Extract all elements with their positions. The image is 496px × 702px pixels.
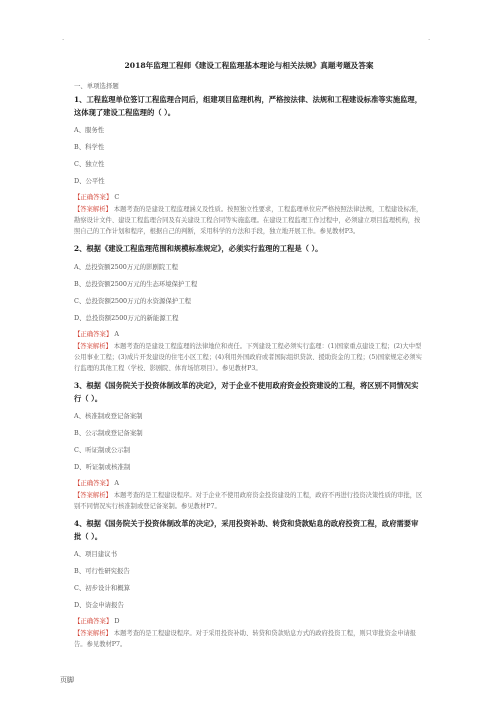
document-title: 2018年监理工程师《建设工程监理基本理论与相关法规》真题考题及答案 xyxy=(124,61,374,70)
analysis-text: 本题考查的是建设工程监理涵义及性质。按照独立性要求，工程监理单位应严格按照法律法规，工程建设标准，勘察设计文件、建设工程监理合同及有关建设工程合同等实施监理。在建设工程监理工作过程中，必须建立项目监理机构，按照自己的工作计划和程序，根据自己的判断，采用科学的方法和手段，独立地开展工作。参见教材P3。 xyxy=(74,206,423,236)
analysis-line xyxy=(74,490,424,512)
question-stem: 3、根据《国务院关于投资体制改革的决定》，对于企业不使用政府资金投资建设的工程，将区别不同情况实行（ ）。 xyxy=(74,381,419,403)
option-a: A、总投资额2500万元的影剧院工程 xyxy=(74,262,178,271)
header-mark-right: . xyxy=(428,34,431,42)
question-stem: 2、根据《建设工程监理范围和规模标准规定》，必须实行监理的工程是（ ）。 xyxy=(74,244,323,254)
option-a: A、服务性 xyxy=(74,126,105,134)
answer-line xyxy=(74,193,424,202)
option-c: C、独立性 xyxy=(74,160,105,168)
analysis-text: 本题考查的是工程建设程序。对于采用投资补助、转贷和贷款贴息方式的政府投资工程，则只审批资金申请报告。参见教材P7。 xyxy=(74,630,417,649)
section-heading: 一、单项选择题 xyxy=(74,82,119,90)
option-d: D、总投资额2500万元的新能源工程 xyxy=(74,313,179,322)
question-block xyxy=(74,94,424,237)
answer-value: A xyxy=(114,479,120,488)
analysis-tag: 【答案解析】 xyxy=(74,206,112,213)
option-c: C、总投资额2500万元的水资源保护工程 xyxy=(74,296,192,305)
answer-value: D xyxy=(114,617,120,626)
analysis-tag: 【答案解析】 xyxy=(74,630,112,638)
header-mark-left: . xyxy=(62,34,65,42)
option-b: B、公示制或登记备案制 xyxy=(74,429,143,438)
question-stem: 4、根据《国务院关于投资体制改革的决定》，采用投资补助、转贷和贷款贴息的政府投资工程，政府需要审批（ ）。 xyxy=(74,519,419,541)
analysis-text: 本题考查的是工程建设程序。对于企业不使用政府资金投资建设的工程，政府不再进行投资决策性质的审批，区别不同情况实行核准制或登记备案制。参见教材P7。 xyxy=(74,492,423,511)
option-c: C、初步设计和概算 xyxy=(74,584,131,593)
analysis-tag: 【答案解析】 xyxy=(74,492,112,500)
question-stem: 1、工程监理单位签订工程监理合同后，组建项目监理机构，严格按法律、法规和工程建设标准等实施监理，这体现了建设工程监理的（ ）。 xyxy=(74,95,423,117)
option-c: C、听证制或公示制 xyxy=(74,446,131,455)
answer-line xyxy=(74,479,424,488)
answer-tag: 【正确答案】 xyxy=(74,329,113,338)
answer-value: C xyxy=(114,193,120,201)
question-block xyxy=(74,518,424,650)
analysis-line xyxy=(74,628,424,650)
option-b: B、科学性 xyxy=(74,143,105,151)
option-a: A、核准制或登记备案制 xyxy=(74,412,143,421)
question-block xyxy=(74,243,424,374)
analysis-line xyxy=(74,204,424,237)
document-body xyxy=(74,60,424,656)
page-footer: 页脚 xyxy=(60,676,74,684)
option-d: D、资金申请报告 xyxy=(74,601,124,610)
analysis-tag: 【答案解析】 xyxy=(74,342,112,350)
analysis-line xyxy=(74,341,424,374)
option-b: B、总投资额2500万元的生态环境保护工程 xyxy=(74,279,198,288)
answer-tag: 【正确答案】 xyxy=(74,479,113,488)
answer-line xyxy=(74,617,424,626)
answer-tag: 【正确答案】 xyxy=(74,617,113,626)
option-a: A、项目建议书 xyxy=(74,550,117,559)
answer-value: A xyxy=(114,329,120,338)
option-d: D、听证制或核准制 xyxy=(74,463,131,472)
answer-tag: 【正确答案】 xyxy=(74,193,113,201)
option-d: D、公平性 xyxy=(74,177,105,185)
answer-line xyxy=(74,330,424,339)
question-block xyxy=(74,380,424,512)
analysis-text: 本题考查的是建设工程监理的法律地位和责任。下列建设工程必须实行监理：(1)国家重点建设工程；(2)大中型公用事业工程；(3)成片开发建设的住宅小区工程；(4)利用外国政府或者国际组织贷款、援助资金的工程；(5)国家规定必须实行监理的其他工程（学校、影剧院、体育场馆项目）。参见教材P3。 xyxy=(74,342,422,372)
option-b: B、可行性研究报告 xyxy=(74,567,130,576)
